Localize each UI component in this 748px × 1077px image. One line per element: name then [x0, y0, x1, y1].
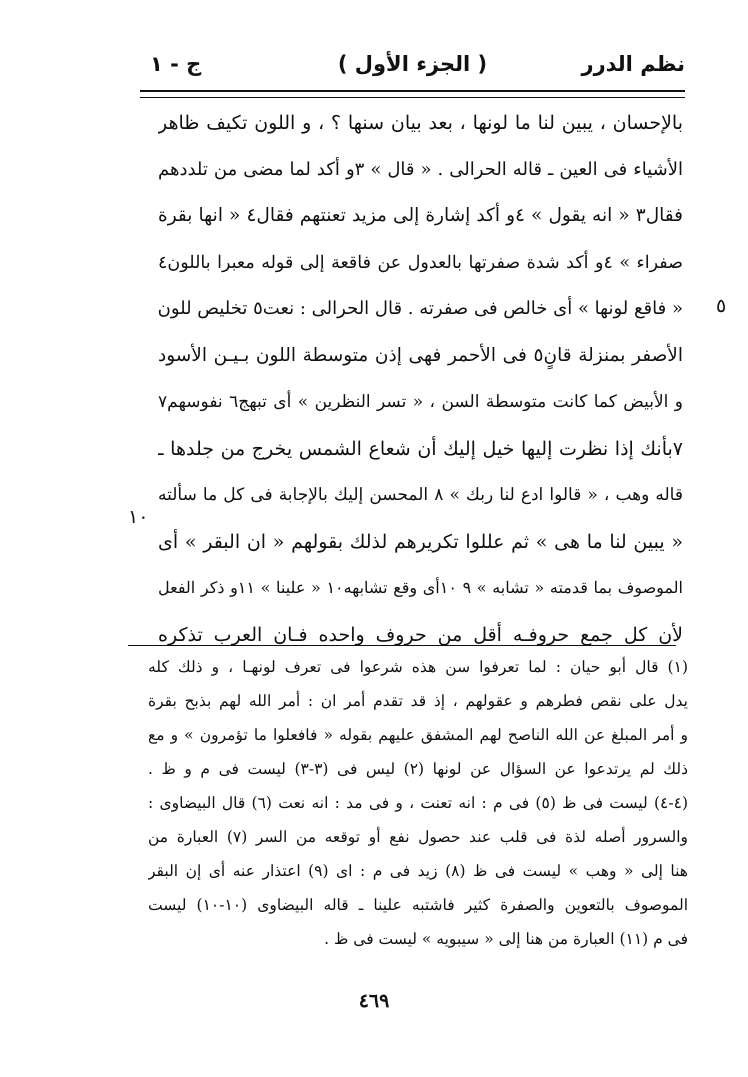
running-header	[140, 52, 685, 92]
main-text	[158, 100, 683, 658]
part-title: ( الجزء الأول )	[337, 52, 488, 76]
text-line: لأن كل جمع حروفـه أقل من حروف واحده فـان العرب تذكره	[158, 623, 683, 646]
footnote-line: والسرور أصله لذة فى قلب عند حصول نفع أو توقعه من السر (٧) العبارة من	[148, 828, 688, 846]
text-line: الأصفر بمنزلة قانٍ٥ فى الأحمر فهى إذن متوسطة اللون بـيـن الأسود	[158, 344, 683, 366]
volume-label: ج - ١	[150, 52, 202, 76]
text-line: « فاقع لونها » أى خالص فى صفرته . قال الحرالى : نعت٥ تخليص للون	[158, 298, 683, 319]
book-title: نظم الدرر	[581, 52, 685, 76]
text-line: الموصوف بما قدمته « تشابه » ٩ ١٠أى وقع تشابهه١٠ « علينا » ١١و ذكر الفعل	[158, 578, 683, 597]
footnote-line: ذلك لم يرتدعوا عن السؤال عن لونها (٢) ليس فى (٣-٣) ليست فى م و ظ .	[148, 760, 688, 778]
footnote-line: الموصوف بالتعوين والصفرة كثير فاشتبه علينا ـ قاله البيضاوى (١٠-١٠) ليست	[148, 896, 688, 914]
line-number-5: ٥	[716, 295, 727, 317]
text-line: بالإحسان ، يبين لنا ما لونها ، بعد بيان سنها ؟ ، و اللون تكيف ظاهر	[158, 112, 683, 134]
line-number-10: ١٠	[128, 506, 149, 528]
page-number: ٤٦٩	[358, 990, 390, 1012]
text-line: « يبين لنا ما هى » ثم عللوا تكريرهم لذلك بقولهم « ان البقر » أى	[158, 530, 683, 553]
text-line: قاله وهب ، « قالوا ادع لنا ربك » ٨ المحسن إليك بالإجابة فى كل ما سألته	[158, 485, 683, 505]
footnote-line: (٤-٤) ليست فى ظ (٥) فى م : انه تعنت ، و فى مد : انه نعت (٦) قال البيضاوى :	[148, 794, 688, 812]
footnote-line: (١) قال أبو حيان : لما تعرفوا سن هذه شرعوا فى تعرف لونهـا ، و ذلك كله	[148, 658, 688, 676]
text-line: و الأبيض كما كانت متوسطة السن ، « تسر النظرين » أى تبهج٦ نفوسهم٧	[158, 392, 683, 412]
header-rule	[140, 90, 685, 98]
footnote-line: يدل على نقص فطرهم و عقولهم ، إذ قد تقدم أمر ان : أمر الله لهم بذبح بقرة	[148, 692, 688, 710]
footnote-divider	[128, 645, 676, 646]
footnote-line: فى م (١١) العبارة من هنا إلى « سيبويه » ليست فى ظ .	[324, 930, 688, 948]
footnotes	[148, 650, 688, 956]
text-line: فقال٣ « انه يقول » ٤و أكد إشارة إلى مزيد تعنتهم فقال٤ « انها بقرة	[158, 205, 683, 226]
text-line: الأشياء فى العين ـ قاله الحرالى . « قال » ٣و أكد لما مضى من تلددهم	[158, 158, 683, 180]
footnote-line: و أمر المبلغ عن الله الناصح لهم المشفق عليهم بقوله « فافعلوا ما تؤمرون » و مع	[148, 726, 688, 744]
text-line: صفراء » ٤و أكد شدة صفرتها بالعدول عن فاقعة إلى قوله معبرا باللون٤	[158, 252, 683, 273]
footnote-line: هنا إلى « وهب » ليست فى ظ (٨) زيد فى م : اى (٩) اعتذار عنه أى إن البقر	[148, 862, 688, 880]
text-line: ٧بأنك إذا نظرت إليها خيل إليك أن شعاع الشمس يخرج من جلدها ـ	[158, 437, 683, 460]
